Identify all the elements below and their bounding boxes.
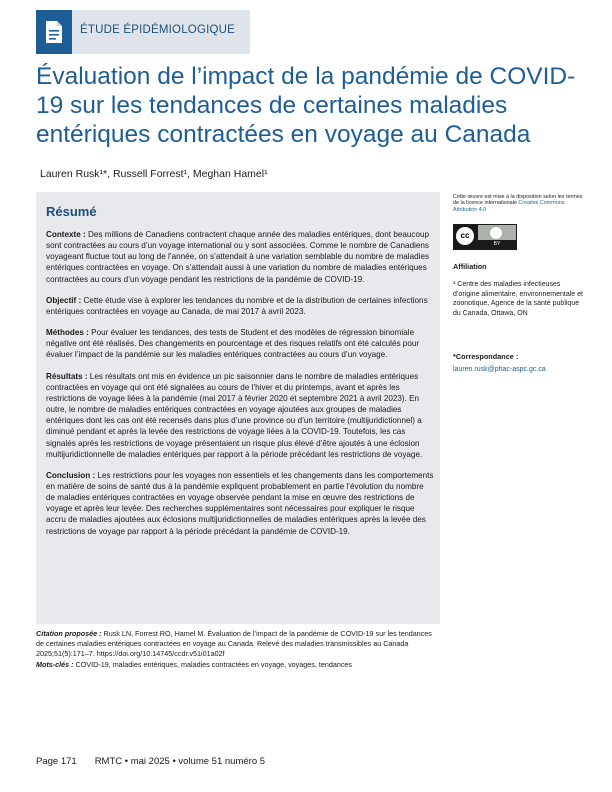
by-label: BY <box>478 240 516 249</box>
abstract-label: Conclusion : <box>46 470 96 480</box>
author-list: Lauren Rusk¹*, Russell Forrest¹, Meghan Hamel¹ <box>40 168 268 180</box>
suggested-citation <box>36 629 440 660</box>
abstract-label: Objectif : <box>46 295 82 305</box>
abstract-label: Résultats : <box>46 371 88 381</box>
citation-label: Citation proposée : <box>36 629 102 638</box>
abstract-label: Contexte : <box>46 230 86 239</box>
abstract-heading: Résumé <box>46 204 97 219</box>
citation-block <box>36 629 440 670</box>
citation-text: Rusk LN, Forrest RO, Hamel M. Évaluation de l’impact de la pandémie de COVID-19 sur les tendances de certaines maladies entériques contractées en voyage au Canada. Relevé des maladies transmissibles au Canada 2025;51(5):171–7. https://doi.org/10.14745/ccdr.v51i01a02f <box>36 629 432 659</box>
page-number: Page 171 <box>36 756 77 767</box>
attribution-icon <box>478 225 516 249</box>
cc-by-badge[interactable] <box>453 224 517 250</box>
abstract-text: Les restrictions pour les voyages non essentiels et les changements dans les comportements en matière de soins de santé dus à la pandémie expliquent probablement en partie l’évolution du nombre de maladies entériques contractées en voyage observée pendant la mise en œuvre des restrictions de voyage et après leur levée. Des recherches supplémentaires sont nécessaires pour expliquer le risque accru de maladies ajoutées aux éclosions multijuridictionnelles de maladies entériques après la levée des restrictions de voyage par rapport à la période précédant la pandémie de COVID-19. <box>46 470 434 536</box>
keywords-label: Mots-clés : <box>36 659 74 669</box>
license-link[interactable]: Creative Commons Attribution 4.0 <box>453 200 565 213</box>
abstract-text: Pour évaluer les tendances, des tests de Student et des modèles de régression binomiale négative ont été réalisés. Des changements en pourcentage et des risques relatifs ont été calculés pour évaluer l’impact de la pandémie sur les maladies entériques contractées au cours d’un voyage. <box>46 328 420 360</box>
affiliation-text: ¹ Centre des maladies infectieuses d’origine alimentaire, environnementale et zoonotique, Agence de la santé publique du Canada, Ottawa, ON <box>453 281 583 317</box>
correspondence-email-link[interactable]: lauren.rusk@phac-aspc.gc.ca <box>453 366 546 373</box>
keywords <box>36 660 440 670</box>
document-icon <box>36 10 72 54</box>
section-label: ÉTUDE ÉPIDÉMIOLOGIQUE <box>80 24 236 36</box>
abstract-paragraph-objective <box>46 295 434 317</box>
abstract-text: Les résultats ont mis en évidence un pic saisonnier dans le nombre de maladies entériques contractées en voyage qui ont été signalées au cours de l’hiver et du printemps, avant et après les restrictions de voyage liées à la pandémie (mai 2017 à février 2020 et septembre 2021 à avril 2023). En outre, le nombre de maladies entériques contractées en voyage ajoutées aux groupes de maladies entériques dont les cas ont été recensés dans plus d’une province ou d’un territoire (multijuridictionnel) a diminué pendant et après la levée des restrictions de voyage liées à la COVID-19. Toutefois, les cas signalés après les restrictions de voyage présentaient un risque plus élevé d’être ajoutés à une éclosion multijuridictionnelle de maladies entériques par rapport à la période précédant les restrictions de voyage. <box>46 371 423 459</box>
abstract-label: Méthodes : <box>46 328 89 338</box>
page-footer <box>36 756 265 767</box>
affiliation-heading: Affiliation <box>453 262 487 271</box>
abstract-paragraph-methods <box>46 327 434 360</box>
abstract-paragraph-results <box>46 371 434 460</box>
abstract-paragraph-conclusion <box>46 470 434 537</box>
abstract-text: Cette étude vise à explorer les tendances du nombre et de la distribution de certaines infections entériques contractées en voyage au Canada, de mai 2017 à avril 2023. <box>46 295 428 316</box>
abstract-paragraph-context <box>46 229 434 285</box>
abstract-body <box>46 229 434 547</box>
correspondence-heading: *Correspondance : <box>453 352 519 361</box>
license-note <box>453 194 583 213</box>
license-text: Cette œuvre est mise à la disposition selon les termes de la licence internationale <box>453 194 583 207</box>
person-icon <box>490 227 502 239</box>
abstract-text: Des millions de Canadiens contractent chaque année des maladies entériques, dont beaucoup sont contractées au cours d’un voyage international ou y sont associées. Comme le nombre de Canadiens voyageant fluctue tout au long de l’année, on s’attendait à une variation semblable du nombre de maladies entériques contractées en voyage. On s’attendait aussi à une variation du nombre de maladies entériques contractées au cours d’un voyage pendant les restrictions de la pandémie de COVID-19. <box>46 230 430 284</box>
article-title: Évaluation de l’impact de la pandémie de COVID-19 sur les tendances de certaines maladies entériques contractées en voyage au Canada <box>36 63 576 148</box>
keywords-text: COVID-19, maladies entériques, maladies contractées en voyage, voyages, tendances <box>73 659 353 669</box>
creative-commons-icon: cc <box>456 227 474 245</box>
journal-info: RMTC • mai 2025 • volume 51 numéro 5 <box>94 756 266 767</box>
